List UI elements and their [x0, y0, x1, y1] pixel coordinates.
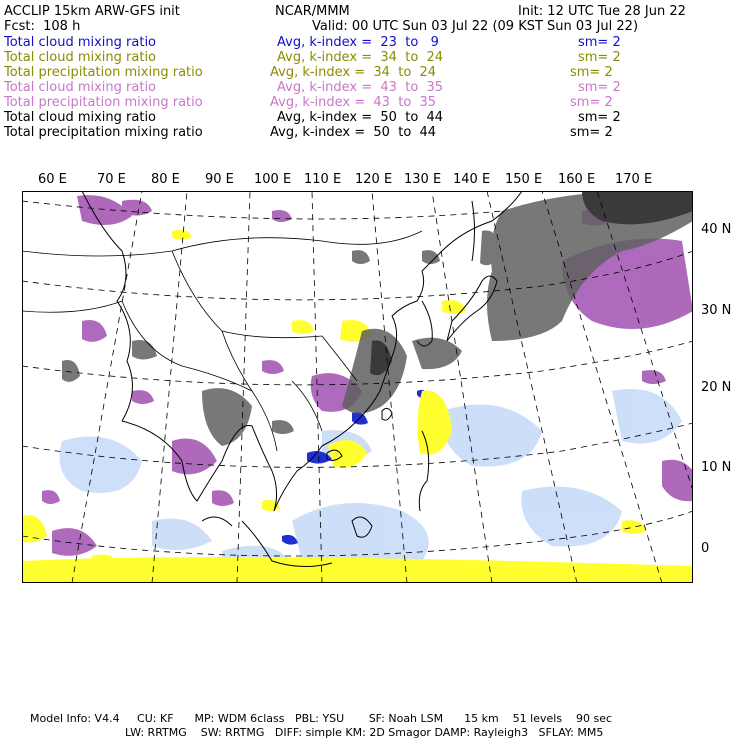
forecast-hour: Fcst: 108 h [4, 19, 81, 34]
legend-sm: sm= 2 [578, 50, 621, 65]
legend-sm: sm= 2 [578, 35, 621, 50]
model-info-line1: Model Info: V4.4 CU: KF MP: WDM 6class PBL: YSU SF: Noah LSM 15 km 51 levels 90 sec [30, 712, 613, 725]
legend-label: Total cloud mixing ratio [4, 35, 157, 50]
legend-label: Total cloud mixing ratio [4, 80, 157, 95]
lon-label: 140 E [453, 172, 491, 187]
legend-sm: sm= 2 [570, 95, 613, 110]
init-time: Init: 12 UTC Tue 28 Jun 22 [518, 4, 686, 19]
legend-avg: Avg, k-index = 50 to 44 [277, 110, 444, 125]
legend-sm: sm= 2 [570, 125, 613, 140]
legend-label: Total precipitation mixing ratio [4, 95, 203, 110]
lat-label: 20 N [701, 380, 732, 395]
legend-sm: sm= 2 [570, 65, 613, 80]
lat-label: 0 [701, 541, 710, 556]
legend-label: Total cloud mixing ratio [4, 110, 157, 125]
legend-avg: Avg, k-index = 50 to 44 [270, 125, 437, 140]
legend-avg: Avg, k-index = 34 to 24 [270, 65, 437, 80]
lon-label: 100 E [254, 172, 292, 187]
org-label: NCAR/MMM [275, 4, 350, 19]
lat-label: 40 N [701, 222, 732, 237]
legend-label: Total precipitation mixing ratio [4, 125, 203, 140]
lon-label: 120 E [355, 172, 393, 187]
legend-avg: Avg, k-index = 34 to 24 [277, 50, 444, 65]
lon-label: 70 E [97, 172, 126, 187]
lon-label: 90 E [205, 172, 234, 187]
lat-label: 30 N [701, 303, 732, 318]
lon-label: 60 E [38, 172, 67, 187]
lon-label: 150 E [505, 172, 543, 187]
legend-label: Total precipitation mixing ratio [4, 65, 203, 80]
valid-time: Valid: 00 UTC Sun 03 Jul 22 (09 KST Sun 03 Jul 22) [312, 19, 639, 34]
legend-label: Total cloud mixing ratio [4, 50, 157, 65]
lon-label: 170 E [615, 172, 653, 187]
legend-sm: sm= 2 [578, 110, 621, 125]
lat-label: 10 N [701, 460, 732, 475]
model-info-line2: LW: RRTMG SW: RRTMG DIFF: simple KM: 2D Smagor DAMP: Rayleigh3 SFLAY: MM5 [125, 726, 604, 739]
forecast-map [22, 191, 693, 583]
legend-avg: Avg, k-index = 43 to 35 [277, 80, 444, 95]
legend-avg: Avg, k-index = 43 to 35 [270, 95, 437, 110]
lon-label: 80 E [151, 172, 180, 187]
legend-sm: sm= 2 [578, 80, 621, 95]
lon-label: 110 E [304, 172, 342, 187]
legend-avg: Avg, k-index = 23 to 9 [277, 35, 439, 50]
model-title: ACCLIP 15km ARW-GFS init [4, 4, 180, 19]
lon-label: 160 E [558, 172, 596, 187]
lon-label: 130 E [404, 172, 442, 187]
